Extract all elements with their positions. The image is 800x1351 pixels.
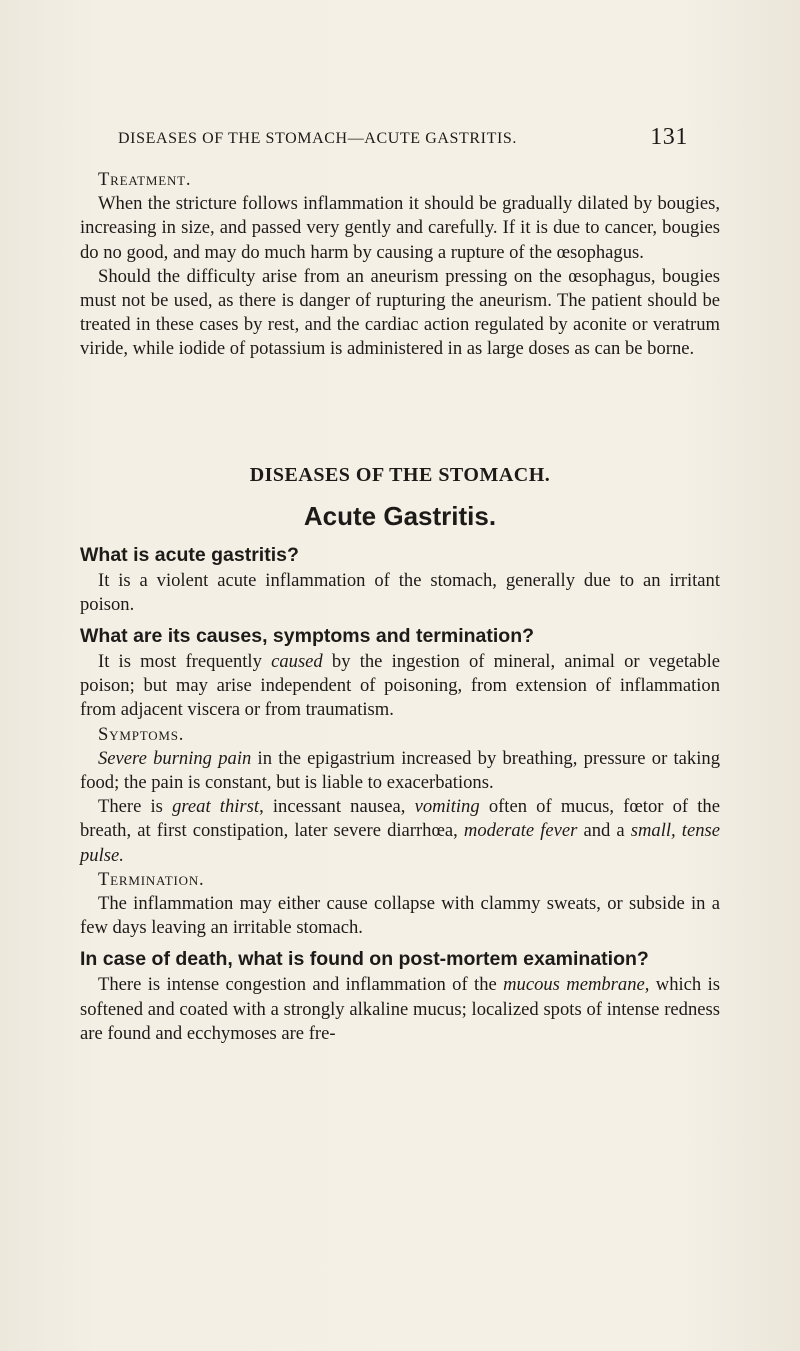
symptoms-emphasis-thirst: great thirst (172, 796, 260, 818)
answer-post-mortem (80, 973, 720, 1046)
answer-what-is-acute-gastritis: It is a violent acute inflammation of the stomach, generally due to an irritant poison. (80, 569, 720, 615)
treatment-paragraph-2: Should the difficulty arise from an aneurism pressing on the œsophagus, bougies must not be used, as there is danger of rupturing the aneurism. The patient should be treated in these cases by rest, and the cardiac action regulated by aconite or veratrum viride, while iodide of potassium is administered in as large doses as can be borne. (80, 265, 720, 360)
symptoms-p2-text-d: and a (577, 820, 631, 842)
treatment-heading: Treatment. (98, 169, 192, 190)
answer-post-mortem-emphasis: mucous membrane (503, 974, 645, 996)
symptoms-heading: Symptoms. (98, 723, 185, 745)
symptoms-emphasis-pain: Severe burning pain (98, 747, 252, 769)
question-what-is-acute-gastritis: What is acute gastritis? (80, 543, 299, 566)
treatment-paragraph-1: When the stricture follows inflammation it should be gradually dilated by bougies, increasing in size, and passed very gently and carefully. If it is due to cancer, bougies do no good, and may do much harm by causing a rupture of the œsophagus. (80, 193, 720, 263)
page-body (80, 168, 720, 1046)
answer-causes (80, 650, 720, 723)
question-post-mortem: In case of death, what is found on post-mortem examination? (80, 948, 649, 971)
symptoms-paragraph-1-text: in the epigastrium increased by breathing, pressure or taking food; the pain is constant, but is liable to exacerbations. (80, 747, 720, 794)
question-causes-symptoms-termination: What are its causes, symptoms and termination? (80, 625, 535, 648)
symptoms-emphasis-fever: moderate fever (463, 820, 578, 842)
section-title: DISEASES OF THE STOMACH. (249, 463, 551, 486)
symptoms-p2-text-c: often of mucus, fœtor of the breath, at first constipation, later severe diarrhœa, (80, 796, 720, 842)
termination-paragraph: The inflammation may either cause collapse with clammy sweats, or subside in a few days leaving an irritable stomach. (80, 893, 720, 939)
symptoms-emphasis-pulse: small, tense pulse. (80, 820, 720, 866)
symptoms-p2-text-b: , incessant nausea, (259, 796, 415, 818)
answer-causes-emphasis: caused (271, 651, 323, 673)
symptoms-paragraph-2 (80, 795, 720, 868)
symptoms-p2-text-a: There is (98, 796, 173, 818)
section-subtitle: Acute Gastritis. (303, 500, 497, 531)
symptoms-emphasis-vomiting: vomiting (414, 796, 480, 818)
answer-causes-text-a: It is most frequently (98, 651, 272, 673)
answer-causes-text-b: by the ingestion of mineral, animal or vegetable poison; but may arise independent of poisoning, from extension of inflammation from adjacent viscera or from traumatism. (80, 651, 720, 721)
running-header (118, 124, 688, 156)
page-number: 131 (650, 124, 688, 150)
running-title: DISEASES OF THE STOMACH—ACUTE GASTRITIS. (118, 130, 517, 147)
symptoms-paragraph-1 (80, 747, 720, 795)
termination-heading: Termination. (98, 868, 205, 890)
answer-post-mortem-text-a: There is intense congestion and inflammation of the (98, 974, 504, 996)
answer-post-mortem-text-b: , which is softened and coated with a strongly alkaline mucus; localized spots of intense redness are found and ecchymoses are fre- (80, 974, 720, 1044)
